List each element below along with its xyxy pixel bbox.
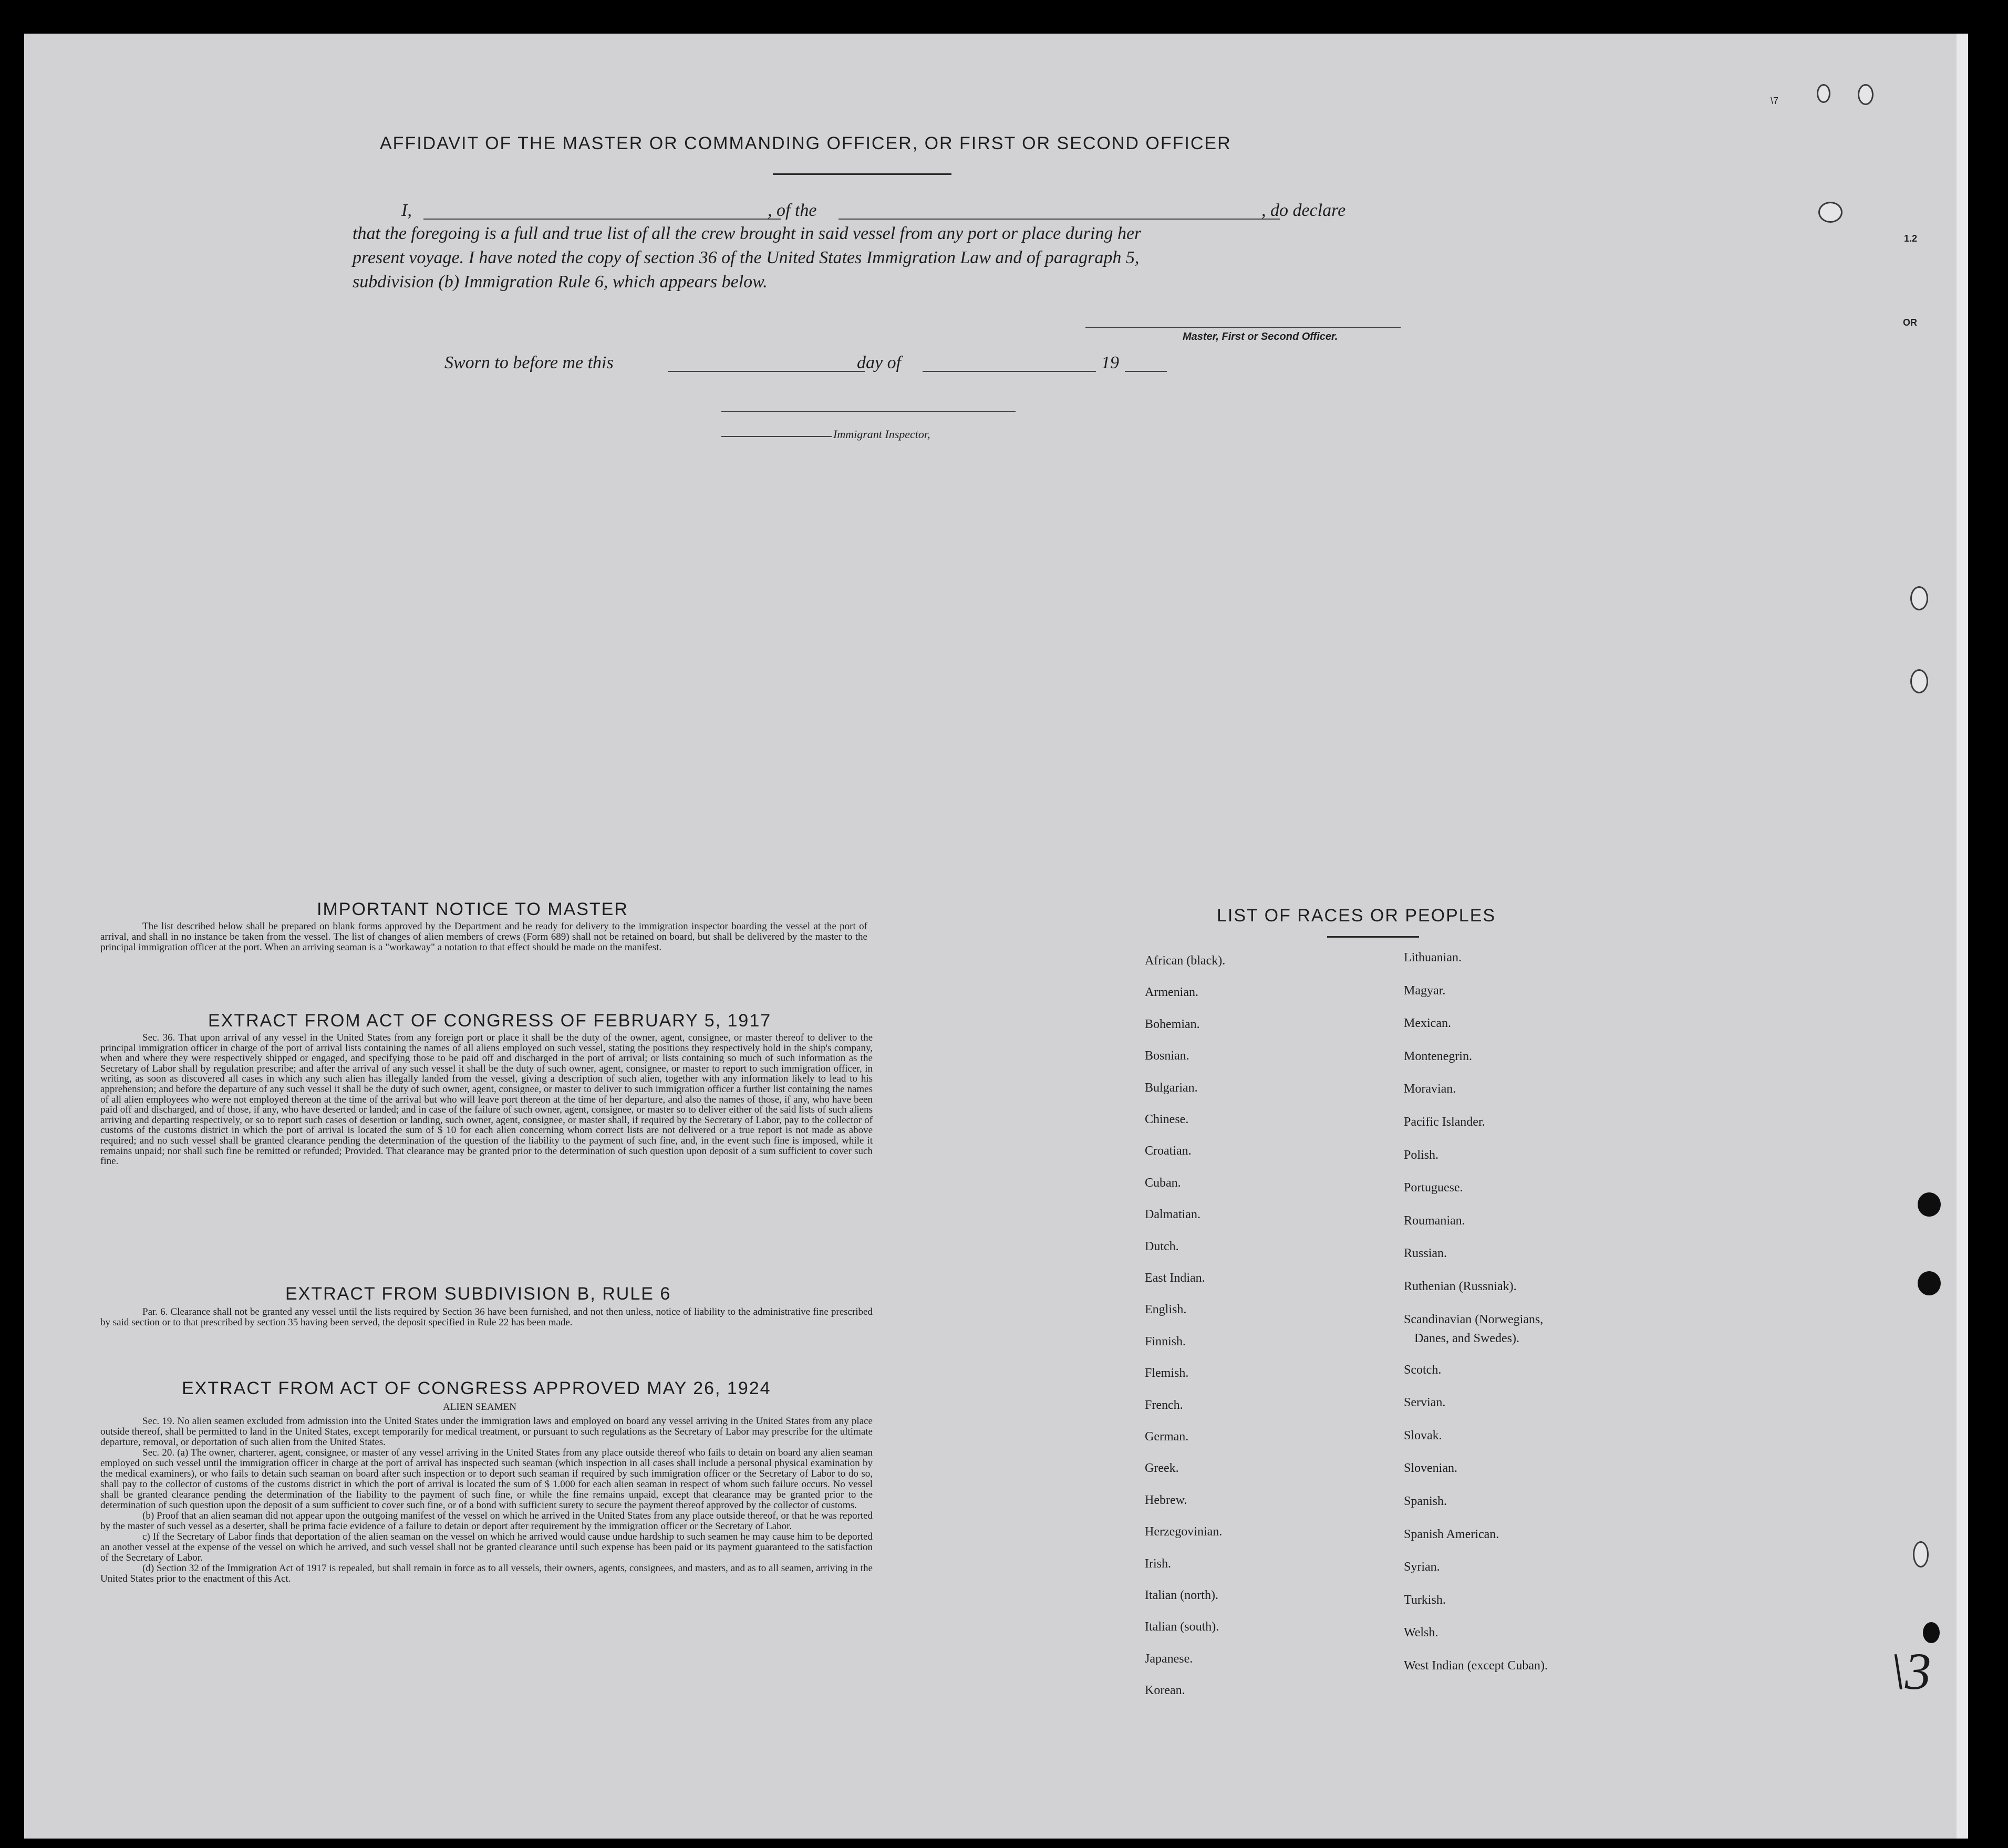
race-item: Spanish. <box>1404 1494 1447 1508</box>
inspector-dash <box>721 436 832 437</box>
subdivision-b-body: Par. 6. Clearance shall not be granted any vessel until the lists required by Section 36 have been furnished, and not then unless, notice of liability to the administrative fine prescribed by said section or to that prescribed by section 35 having been served, the deposit specified in Rule 22 has been made. <box>100 1306 873 1328</box>
race-item: Bohemian. <box>1145 1017 1200 1031</box>
extract-1924-para-4: c) If the Secretary of Labor finds that deportation of the alien seaman on the vessel on which he arrived would cause undue hardship to such seamen he may cause him to be deported an another vessel at the expense of the vessel on which he arrived, and such vessel shall not be granted clearance until such expense has been paid or its payment guaranteed to the satisfaction of the Secretary of Labor. <box>100 1531 873 1563</box>
extract-1917-title: EXTRACT FROM ACT OF CONGRESS OF FEBRUARY 5, 1917 <box>208 1011 772 1031</box>
sworn-month-blank[interactable] <box>923 371 1096 372</box>
race-item: Dalmatian. <box>1145 1208 1200 1222</box>
name-blank[interactable] <box>423 219 781 220</box>
punch-hole-ring <box>1858 84 1874 105</box>
race-item: Magyar. <box>1404 983 1446 998</box>
race-item: Servian. <box>1404 1396 1446 1410</box>
race-item: Welsh. <box>1404 1626 1438 1640</box>
notice-body: The list described below shall be prepared on blank forms approved by the Department and be ready for delivery to the immigration inspector boarding the vessel at the port of arrival, and shall in no instance be taken from the vessel. The list of changes of alien members of crews (Form 689) shall not be retained on board, but shall be delivered by the master to the principal immigration officer at the port. When an arriving seaman is a "workaway" a notation to that effect should be made on the manifest. <box>100 921 867 953</box>
inspector-line[interactable] <box>721 411 1016 412</box>
race-item: Hebrew. <box>1145 1493 1187 1507</box>
signature-label: Master, First or Second Officer. <box>1183 331 1338 342</box>
race-item: Slovak. <box>1404 1428 1442 1442</box>
race-item: Moravian. <box>1404 1082 1456 1096</box>
extract-1924-para-2: Sec. 20. (a) The owner, charterer, agent, consignee, or master of any vessel arriving in the United States from any place outside thereof who fails to detain on board any alien seaman employed on such vessel until the immigration officer in charge at the port of arrival has inspected such seaman (which inspection in all cases shall include a personal physical examination by the medical examiners), or who fails to detain such seaman on board after such inspection or to deport such seaman if required by such immigration officer or the Secretary of Labor to do so, shall pay to the collector of customs of the customs district in which the port of arrival is located the sum of $ 1.000 for each alien seaman in respect of whom such failure occurs. No vessel shall be granted clearance pending the determination of the liability to the payment of such fine, or while the fine remains unpaid, except that clearance may be granted prior to the determination of such question upon the deposit of a sum sufficient to cover such fine, or of a bond with sufficient surety to secure the payment thereof approved by the collector of customs. <box>100 1447 873 1511</box>
race-item: English. <box>1145 1303 1187 1317</box>
extract-1924-para-1: Sec. 19. No alien seamen excluded from admission into the United States under the immigration laws and employed on board any vessel arriving in the United States from any place outside thereof, shall be permitted to land in the United States, except temporarily for medical treatment, or pursuant to such regulations as the Secretary of Labor may prescribe for the ultimate departure, removal, or deportation of such alien from the United States. <box>100 1416 873 1448</box>
race-item: Portuguese. <box>1404 1181 1463 1195</box>
affidavit-line-2: that the foregoing is a full and true list of all the crew brought in said vessel from any port or place during her <box>353 224 1142 243</box>
affidavit-i: I, <box>401 201 412 220</box>
race-item: Lithuanian. <box>1404 951 1462 964</box>
race-item: Irish. <box>1145 1556 1171 1571</box>
race-item: Spanish American. <box>1404 1527 1499 1541</box>
races-title: LIST OF RACES OR PEOPLES <box>1217 906 1496 926</box>
extract-1924-para-5: (d) Section 32 of the Immigration Act of 1917 is repealed, but shall remain in force as to all vessels, their owners, agents, consignees, and masters, and as to all seamen, arriving in the United States prior to the enactment of this Act. <box>100 1563 873 1584</box>
race-item: Herzegovinian. <box>1145 1525 1223 1539</box>
race-item: Japanese. <box>1145 1652 1193 1666</box>
race-item: Scotch. <box>1404 1363 1442 1377</box>
extract-1924-body <box>100 1416 873 1584</box>
title-underline <box>773 173 951 175</box>
handwritten-mark: \3 <box>1890 1642 1931 1700</box>
affidavit-of-the: , of the <box>768 201 817 220</box>
affidavit-title: AFFIDAVIT OF THE MASTER OR COMMANDING OFFICER, OR FIRST OR SECOND OFFICER <box>380 133 1231 153</box>
affidavit-line-3: present voyage. I have noted the copy of section 36 of the United States Immigration Law and of paragraph 5, <box>353 248 1140 267</box>
race-item: German. <box>1145 1430 1189 1444</box>
day-of-text: day of <box>857 353 902 372</box>
sworn-day-blank[interactable] <box>668 371 865 372</box>
race-item: Slovenian. <box>1404 1461 1457 1476</box>
top-mark: \7 <box>1771 96 1779 106</box>
affidavit-line-4: subdivision (b) Immigration Rule 6, which appears below. <box>353 272 768 292</box>
subdivision-b-title: EXTRACT FROM SUBDIVISION B, RULE 6 <box>285 1284 671 1304</box>
race-item: Italian (north). <box>1145 1589 1218 1602</box>
punch-hole-solid <box>1918 1271 1941 1295</box>
alien-seamen-subtitle: ALIEN SEAMEN <box>443 1401 516 1413</box>
races-underline <box>1327 936 1419 938</box>
race-item: East Indian. <box>1145 1271 1205 1285</box>
signature-line[interactable] <box>1085 327 1401 328</box>
race-item: Pacific Islander. <box>1404 1115 1485 1129</box>
extract-1917-body: Sec. 36. That upon arrival of any vessel in the United States from any foreign port or place it shall be the duty of the owner, agent, consignee, or master thereof to deliver to the principal immigration officer in charge of the port of arrival lists containing the names of all aliens employed on such vessel, stating the positions they respectively hold in the ship's company, when and where they were respectively shipped or engaged, and specifying those to be paid off and discharged in the port of arrival; or lists containing so much of such information as the Secretary of Labor shall by regulation prescribe; and after the arrival of any such vessel it shall be the duty of such owner, agent, consignee, or master to report to such immigration officer, in writing, as soon as discovered all cases in which any such alien has illegally landed from the vessel, giving a description of such alien, together with any information likely to lead to his apprehension; and before the departure of any such vessel it shall be the duty of such owner, agent, consignee, or master to deliver to such immigration officer a further list containing the names of all alien employees who were not employed thereon at the time of the arrival but who will leave port thereon at the time of her departure, and also the names of those, if any, who have been paid off and discharged, and of those, if any, who have deserted or landed; and in case of the failure of such owner, agent, consignee, or master so to deliver either of the said lists of such aliens arriving and departing respectively, or so to report such cases of desertion or landing, such owner, agent, consignee, or master shall, if required by the Secretary of Labor, pay to the collector of customs of the customs district in which the port of arrival is located the sum of $ 10 for each alien concerning whom correct lists are not delivered or a true report is not made as above required; and no such vessel shall be granted clearance pending the determination of the question of the liability to the payment of such fine, and, in the event such fine is imposed, while it remains unpaid; nor shall such fine be remitted or refunded; Provided. That clearance may be granted prior to the determination of such question upon deposit of a sum sufficient to cover such fine. <box>100 1032 873 1167</box>
race-item: Chinese. <box>1145 1113 1189 1126</box>
race-item: Mexican. <box>1404 1016 1451 1031</box>
affidavit-declare: , do declare <box>1261 201 1346 220</box>
race-item: African (black). <box>1145 954 1226 968</box>
punch-hole-ring <box>1910 586 1928 610</box>
side-mark-1: 1.2 <box>1904 233 1918 244</box>
year-blank[interactable] <box>1125 371 1167 372</box>
race-item: Russian. <box>1404 1247 1447 1261</box>
race-item: Syrian. <box>1404 1560 1440 1574</box>
punch-hole-solid <box>1918 1192 1941 1217</box>
race-item: Roumanian. <box>1404 1213 1465 1228</box>
punch-hole-ring <box>1913 1541 1929 1567</box>
manifest-page <box>24 34 1968 1839</box>
race-item: Cuban. <box>1145 1176 1181 1190</box>
punch-hole-ring <box>1817 84 1830 103</box>
extract-1924-title: EXTRACT FROM ACT OF CONGRESS APPROVED MAY 26, 1924 <box>182 1378 771 1398</box>
race-item: Croatian. <box>1145 1144 1192 1158</box>
race-item: Korean. <box>1145 1684 1185 1698</box>
extract-1924-para-3: (b) Proof that an alien seaman did not appear upon the outgoing manifest of the vessel on which he arrived in the United States from any place outside thereof, or that he was reported by the master of such vessel as a deserter, shall be prima facie evidence of a failure to detain or deport after requirement by the immigration officer or the Secretary of Labor. <box>100 1510 873 1532</box>
race-item: Scandinavian (Norwegians, <box>1404 1312 1544 1326</box>
race-item: Finnish. <box>1145 1334 1186 1348</box>
race-item: Italian (south). <box>1145 1620 1219 1634</box>
race-item: Ruthenian (Russniak). <box>1404 1280 1517 1293</box>
notice-title: IMPORTANT NOTICE TO MASTER <box>317 899 628 919</box>
year-prefix: 19 <box>1101 353 1119 372</box>
race-item: West Indian (except Cuban). <box>1404 1659 1548 1673</box>
sworn-text: Sworn to before me this <box>444 353 614 372</box>
punch-hole-ring <box>1818 202 1843 223</box>
side-mark-2: OR <box>1903 317 1917 328</box>
race-item: Greek. <box>1145 1461 1179 1476</box>
race-item: Montenegrin. <box>1404 1049 1472 1063</box>
vessel-blank[interactable] <box>839 219 1280 220</box>
punch-hole-solid <box>1923 1622 1940 1643</box>
punch-hole-ring <box>1910 669 1928 693</box>
race-item: Flemish. <box>1145 1366 1189 1380</box>
race-item: Bulgarian. <box>1145 1081 1198 1095</box>
race-item: Armenian. <box>1145 985 1198 1000</box>
race-item: Polish. <box>1404 1148 1439 1162</box>
race-item: Danes, and Swedes). <box>1414 1331 1519 1345</box>
race-item: Turkish. <box>1404 1593 1446 1607</box>
inspector-label: Immigrant Inspector, <box>833 428 930 441</box>
race-item: French. <box>1145 1398 1183 1412</box>
race-item: Dutch. <box>1145 1239 1179 1253</box>
race-item: Bosnian. <box>1145 1049 1189 1063</box>
